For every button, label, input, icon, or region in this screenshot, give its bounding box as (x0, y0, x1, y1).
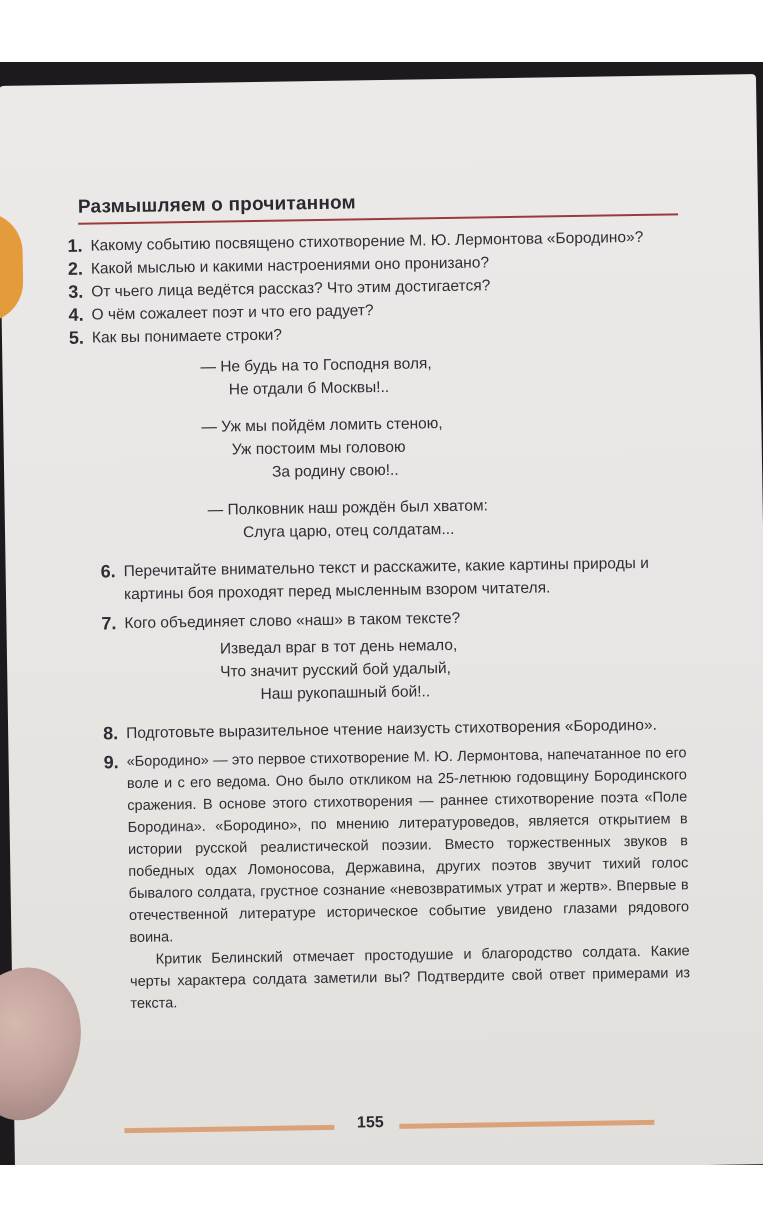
question-text: От чьего лица ведётся рассказ? Что этим достигается? (91, 277, 491, 301)
poem-line: Уж постоим мы головою (231, 438, 406, 459)
question-number: 7. (101, 613, 117, 634)
poem-line: — Полковник наш рождён был хватом: (207, 497, 489, 519)
poem-line: Не отдали б Москвы!.. (228, 378, 390, 399)
poem-line: — Не будь на то Господня воля, (200, 355, 432, 376)
poem-excerpt-1 (50, 348, 681, 404)
question-6 (53, 551, 684, 607)
bottom-margin (0, 1165, 763, 1228)
poem-line: Изведал враг в тот день немало, (219, 636, 458, 658)
question-number: 3. (68, 281, 84, 302)
question-text: «Бородино» — это первое стихотворение М. Ю. Лермонтова, напечатанное по его воле и с его ведома. Оно было откликом на 25-летнюю годовщину Бородинского сражения. В основе этого стихотворения — раннее стихотворение поэта «Поле Бородина». «Бородино», по мнению литературоведов, является открытием в истории русской реалистической поэзии. Вместо торжественных звуков в победных одах Ломоносова, Державина, других поэтов звучит тихий голос бывалого солдата, грустное сознание «невозвратимых утрат и жертв». Впервые в отечественной литературе историческое событие увидено глазами рядового воина. (126, 745, 690, 947)
question-text: О чём сожалеет поэт и что его радует? (91, 302, 374, 324)
page-content (48, 225, 690, 1016)
question-text: Какой мыслью и какими настроениями оно пронизано? (90, 254, 490, 278)
question-number: 8. (103, 723, 119, 744)
section-badge (0, 212, 24, 323)
poem-line: Слуга царю, отец солдатам... (242, 520, 455, 542)
poem-line: За родину свою!.. (271, 461, 399, 481)
poem-line: Что значит русский бой удалый, (220, 659, 452, 681)
poem-excerpt-3 (53, 491, 684, 547)
section-header: Размышляем о прочитанном (77, 192, 357, 218)
poem-excerpt-2 (51, 408, 682, 487)
page-number: 155 (356, 1114, 384, 1132)
question-text: Как вы понимаете строки? (91, 326, 283, 347)
top-margin (0, 0, 763, 62)
question-number: 6. (100, 561, 116, 582)
question-text: Какому событию посвящено стихотворение М. Ю. Лермонтова «Бородино»? (90, 228, 644, 255)
question-text: Перечитайте внимательно текст и расскажите, какие картины природы и картины боя проходят перед мысленным взором читателя. (123, 554, 649, 604)
question-9-paragraph-2: Критик Белинский отмечает простодушие и благородство солдата. Какие черты характера солдата заметили вы? Подтвердите свой ответ примерами из текста. (129, 943, 691, 1013)
poem-line: — Уж мы пойдём ломить стеною, (201, 415, 443, 436)
question-text: Кого объединяет слово «наш» в таком тексте? (124, 609, 461, 633)
question-number: 2. (67, 258, 84, 279)
question-text: Подготовьте выразительное чтение наизусть стихотворения «Бородино». (126, 716, 658, 743)
poem-line: Наш рукопашный бой!.. (260, 683, 431, 703)
question-number: 5. (68, 327, 85, 348)
footer-rule-left (124, 1125, 334, 1133)
question-9 (56, 742, 689, 950)
question-number: 9. (103, 752, 119, 773)
footer-rule-right (399, 1120, 654, 1129)
question-number: 1. (67, 235, 83, 256)
question-number: 4. (68, 304, 84, 325)
question-8 (56, 713, 686, 746)
poem-excerpt-4 (55, 630, 686, 709)
photo (0, 62, 763, 1165)
book-page (0, 74, 763, 1165)
